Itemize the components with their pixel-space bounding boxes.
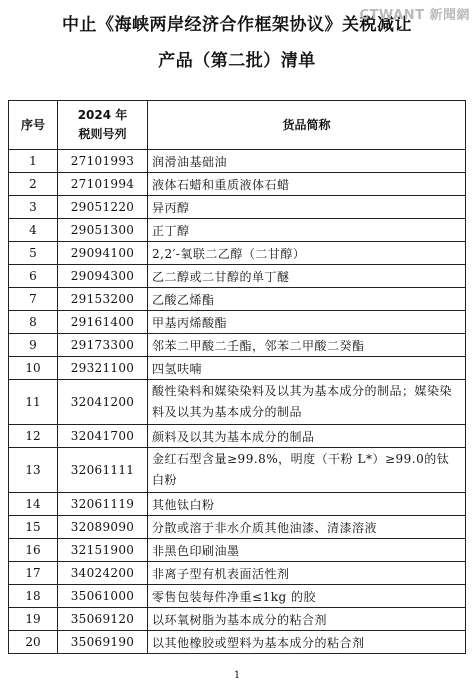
row-name: 乙酸乙烯酯 xyxy=(148,288,466,311)
table-header-row xyxy=(9,101,466,150)
row-seq: 18 xyxy=(9,585,58,608)
page-number: 1 xyxy=(233,670,241,681)
table-row xyxy=(9,150,466,173)
row-seq: 16 xyxy=(9,539,58,562)
document-title-line1: 中止《海峡两岸经济合作框架协议》关税减让 xyxy=(62,15,412,35)
row-code: 34024200 xyxy=(58,562,148,585)
row-seq: 19 xyxy=(9,608,58,631)
row-seq: 14 xyxy=(9,493,58,516)
table-row xyxy=(9,173,466,196)
table-row xyxy=(9,219,466,242)
row-seq: 7 xyxy=(9,288,58,311)
row-code: 29051300 xyxy=(58,219,148,242)
table-row xyxy=(9,608,466,631)
row-seq: 20 xyxy=(9,631,58,654)
row-seq: 3 xyxy=(9,196,58,219)
table-row xyxy=(9,448,466,493)
row-code: 29321100 xyxy=(58,357,148,380)
row-code: 32041700 xyxy=(58,425,148,448)
row-seq: 15 xyxy=(9,516,58,539)
row-name: 润滑油基础油 xyxy=(148,150,466,173)
document-title-line2: 产品（第二批）清单 xyxy=(158,51,316,71)
row-seq: 12 xyxy=(9,425,58,448)
table-row xyxy=(9,380,466,425)
table-row xyxy=(9,265,466,288)
row-seq: 4 xyxy=(9,219,58,242)
watermark-logo: CTWANT 新聞網 xyxy=(359,8,470,23)
row-code: 32061119 xyxy=(58,493,148,516)
row-seq: 5 xyxy=(9,242,58,265)
header-code-line1: 2024 年 xyxy=(77,108,128,122)
row-code: 35069120 xyxy=(58,608,148,631)
row-code: 29161400 xyxy=(58,311,148,334)
row-name: 酸性染料和媒染染料及以其为基本成分的制品；媒染染料及以其为基本成分的制品 xyxy=(148,380,466,425)
row-code: 32151900 xyxy=(58,539,148,562)
row-name: 以环氧树脂为基本成分的粘合剂 xyxy=(148,608,466,631)
row-code: 35061000 xyxy=(58,585,148,608)
row-seq: 6 xyxy=(9,265,58,288)
row-seq: 11 xyxy=(9,380,58,425)
row-seq: 13 xyxy=(9,448,58,493)
table-row xyxy=(9,357,466,380)
tariff-list-table xyxy=(8,100,466,654)
table-row xyxy=(9,196,466,219)
table-row xyxy=(9,242,466,265)
row-code: 29153200 xyxy=(58,288,148,311)
row-seq: 9 xyxy=(9,334,58,357)
row-name: 液体石蜡和重质液体石蜡 xyxy=(148,173,466,196)
row-code: 29094300 xyxy=(58,265,148,288)
row-name: 以其他橡胶或塑料为基本成分的粘合剂 xyxy=(148,631,466,654)
row-name: 2,2′-氧联二乙醇（二甘醇） xyxy=(148,242,466,265)
row-code: 27101994 xyxy=(58,173,148,196)
row-seq: 8 xyxy=(9,311,58,334)
row-name: 分散或溶于非水介质其他油漆、清漆溶液 xyxy=(148,516,466,539)
row-name: 零售包装每件净重≤1kg 的胶 xyxy=(148,585,466,608)
row-seq: 1 xyxy=(9,150,58,173)
table-row xyxy=(9,562,466,585)
row-name: 非离子型有机表面活性剂 xyxy=(148,562,466,585)
row-name: 甲基丙烯酸酯 xyxy=(148,311,466,334)
header-code-line2: 税则号列 xyxy=(78,127,127,141)
row-code: 32061111 xyxy=(58,448,148,493)
header-name: 货品简称 xyxy=(148,101,466,150)
header-code xyxy=(58,101,148,150)
table-row xyxy=(9,288,466,311)
row-name: 非黑色印刷油墨 xyxy=(148,539,466,562)
row-code: 29051220 xyxy=(58,196,148,219)
row-code: 32089090 xyxy=(58,516,148,539)
row-seq: 10 xyxy=(9,357,58,380)
table-row xyxy=(9,493,466,516)
row-name: 邻苯二甲酸二壬酯，邻苯二甲酸二癸酯 xyxy=(148,334,466,357)
row-name: 乙二醇或二甘醇的单丁醚 xyxy=(148,265,466,288)
row-name: 四氢呋喃 xyxy=(148,357,466,380)
row-code: 29094100 xyxy=(58,242,148,265)
row-name: 正丁醇 xyxy=(148,219,466,242)
table-row xyxy=(9,585,466,608)
row-name: 金红石型含量≥99.8%，明度（干粉 L*）≥99.0的钛白粉 xyxy=(148,448,466,493)
table-row xyxy=(9,334,466,357)
header-seq: 序号 xyxy=(9,101,58,150)
row-seq: 17 xyxy=(9,562,58,585)
row-name: 颜料及以其为基本成分的制品 xyxy=(148,425,466,448)
table-row xyxy=(9,425,466,448)
table-row xyxy=(9,516,466,539)
table-row xyxy=(9,631,466,654)
row-code: 32041200 xyxy=(58,380,148,425)
row-seq: 2 xyxy=(9,173,58,196)
table-row xyxy=(9,311,466,334)
row-name: 其他钛白粉 xyxy=(148,493,466,516)
row-name: 异丙醇 xyxy=(148,196,466,219)
row-code: 35069190 xyxy=(58,631,148,654)
row-code: 27101993 xyxy=(58,150,148,173)
row-code: 29173300 xyxy=(58,334,148,357)
table-row xyxy=(9,539,466,562)
